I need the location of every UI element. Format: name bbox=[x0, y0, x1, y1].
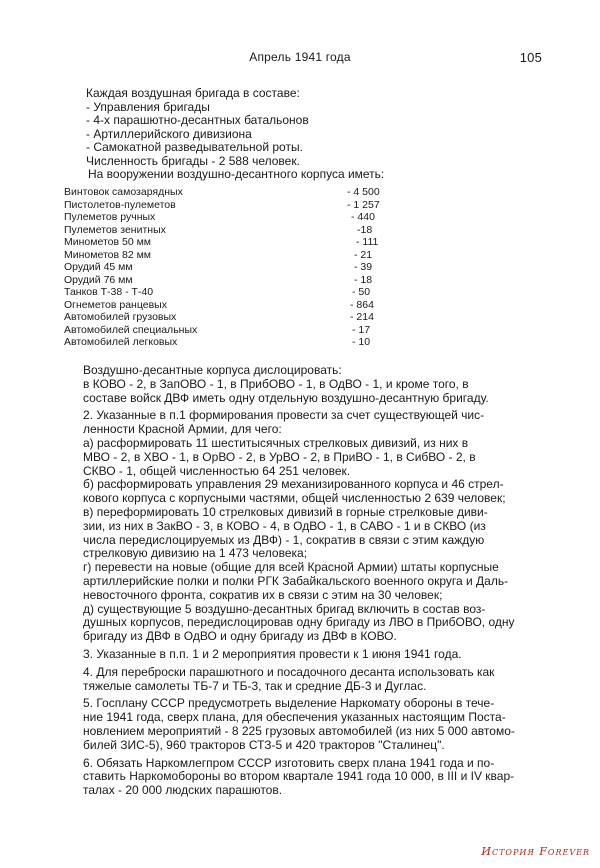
weapon-count: - 17 bbox=[352, 323, 371, 336]
list-item bbox=[64, 311, 464, 324]
text-line: д) существующие 5 воздушно-десантных бригад включить в состав воз- bbox=[83, 601, 486, 616]
text-line: г) перевести на новые (общие для всей Красной Армии) штаты корпусные bbox=[83, 560, 499, 575]
text-line: зии, из них в ЗакВО - 3, в КОВО - 4, в ОдВО - 1, в САВО - 1 и в СКВО (из bbox=[83, 518, 486, 533]
weapon-count: - 18 bbox=[354, 273, 373, 286]
weapon-count: - 10 bbox=[352, 336, 371, 348]
weapon-name: Автомобилей грузовых bbox=[64, 311, 177, 323]
text-line: Каждая воздушная бригада в составе: bbox=[86, 86, 300, 100]
list-item bbox=[64, 236, 464, 249]
weapon-count: -18 bbox=[357, 223, 373, 236]
weapon-name: Пулеметов зенитных bbox=[64, 223, 166, 236]
text-line: талах - 20 000 людских парашютов. bbox=[83, 783, 283, 798]
list-item bbox=[64, 274, 464, 287]
list-item bbox=[64, 224, 464, 237]
text-line: ставить Наркомобороны во втором квартале 1941 года 10 000, в III и IV квар- bbox=[83, 769, 515, 784]
weapon-count: - 111 bbox=[356, 236, 379, 248]
watermark: История Forever bbox=[481, 845, 590, 858]
text-line: - Управления бригады bbox=[86, 99, 210, 114]
text-line: билей ЗИС-5), 960 тракторов СТЗ-5 и 420 тракторов "Сталинец". bbox=[83, 737, 445, 752]
text-line: - Артиллерийского дивизиона bbox=[86, 126, 252, 141]
weapon-name: Орудий 76 мм bbox=[64, 273, 133, 286]
page-number: 105 bbox=[519, 50, 542, 65]
text-line: артиллерийские полки и полки РГК Забайкальского военного округа и Даль- bbox=[83, 573, 509, 588]
running-title: Апрель 1941 года bbox=[249, 50, 351, 64]
text-line: стрелковую дивизию на 1 473 человека; bbox=[83, 546, 308, 561]
text-line: 4. Для переброски парашютного и посадочного десанта использовать как bbox=[83, 664, 495, 679]
weapon-name: Минометов 82 мм bbox=[64, 248, 152, 261]
text-line: 2. Указанные в п.1 формирования провести за счет существующей чис- bbox=[83, 408, 485, 423]
text-line: - 4-х парашютно-десантных батальонов bbox=[86, 113, 309, 127]
text-line: 5. Госплану СССР предусмотреть выделение Наркомату обороны в тече- bbox=[83, 696, 495, 711]
text-line: невосточного фронта, сократив их в связи с этим на 30 человек; bbox=[83, 587, 443, 602]
text-line: ние 1941 года, сверх плана, для обеспечения указанных настоящим Поста- bbox=[83, 710, 506, 725]
weapon-count: - 1 257 bbox=[347, 198, 380, 211]
text-line: 6. Обязать Наркомлегпром СССР изготовить сверх плана 1941 года и по- bbox=[83, 755, 495, 770]
text-line: новлением мероприятий - 8 225 грузовых автомобилей (из них 5 000 автомо- bbox=[83, 723, 515, 738]
weapon-name: Пулеметов ручных bbox=[64, 211, 156, 223]
text-line: бригаду из ДВФ в ОдВО и одну бригаду из ДВФ в КОВО. bbox=[83, 629, 397, 644]
text-line: кового корпуса с корпусными частями, общей численностью 2 639 человек; bbox=[83, 491, 506, 506]
text-line: МВО - 2, в ХВО - 1, в ОрВО - 2, в УрВО - 2, в ПриВО - 1, в СибВО - 2, в bbox=[83, 449, 476, 464]
weapon-name: Огнеметов ранцевых bbox=[64, 298, 167, 311]
text-line: Воздушно-десантные корпуса дислоцировать: bbox=[83, 363, 342, 377]
weapon-count: - 39 bbox=[354, 261, 373, 273]
list-item bbox=[64, 186, 464, 199]
text-line: тяжелые самолеты ТБ-7 и ТБ-3, так и средние ДБ-3 и Дуглас. bbox=[83, 678, 427, 693]
weapon-count: - 440 bbox=[351, 211, 375, 223]
weapon-name: Орудий 45 мм bbox=[64, 261, 133, 273]
text-line: Численность бригады - 2 588 человек. bbox=[86, 153, 300, 168]
text-line: СКВО - 1, общей численностью 64 251 человек. bbox=[83, 463, 351, 478]
brigade-composition bbox=[86, 87, 536, 182]
text-line: числа передислоцируемых из ДВФ) - 1, сократив в связи с этим каждую bbox=[83, 532, 485, 547]
list-item bbox=[64, 249, 464, 262]
text-line: На вооружении воздушно-десантного корпуса иметь: bbox=[88, 167, 385, 181]
text-line: ленности Красной Армии, для чего: bbox=[83, 422, 282, 437]
weapon-name: Танков Т-38 - Т-40 bbox=[64, 286, 154, 298]
list-item bbox=[64, 211, 464, 224]
text-line: составе войск ДВФ иметь одну отдельную воздушно-десантную бригаду. bbox=[83, 390, 489, 405]
text-line: в) переформировать 10 стрелковых дивизий в горные стрелковые диви- bbox=[83, 504, 488, 519]
weapon-count: - 864 bbox=[350, 298, 374, 311]
list-item bbox=[64, 299, 464, 312]
list-item bbox=[64, 286, 464, 299]
list-item bbox=[64, 199, 464, 212]
weapon-name: Пистолетов-пулеметов bbox=[64, 198, 176, 211]
weapon-count: - 21 bbox=[354, 248, 373, 261]
text-line: б) расформировать управления 29 механизированного корпуса и 46 стрел- bbox=[83, 477, 504, 492]
weapon-count: - 214 bbox=[350, 311, 374, 323]
text-line: а) расформировать 11 шеститысячных стрелковых дивизий, из них в bbox=[83, 435, 469, 450]
text-line: 3. Указанные в п.п. 1 и 2 мероприятия провести к 1 июня 1941 года. bbox=[83, 646, 462, 661]
list-item bbox=[64, 261, 464, 274]
text-line: - Самокатной разведывательной роты. bbox=[86, 140, 303, 154]
weapon-name: Минометов 50 мм bbox=[64, 236, 152, 248]
decree-body bbox=[83, 364, 541, 798]
weapon-count: - 4 500 bbox=[347, 186, 380, 198]
weapon-name: Автомобилей специальных bbox=[64, 323, 198, 336]
weapons-list bbox=[64, 186, 464, 349]
text-line: в КОВО - 2, в ЗапОВО - 1, в ПрибОВО - 1, в ОдВО - 1, и кроме того, в bbox=[83, 376, 469, 391]
weapon-name: Винтовок самозарядных bbox=[64, 186, 183, 198]
list-item bbox=[64, 336, 464, 349]
text-line: душных корпусов, передислоцировав одну бригаду из ЛВО в ПрибОВО, одну bbox=[83, 615, 515, 630]
page-header bbox=[0, 48, 600, 68]
weapon-name: Автомобилей легковых bbox=[64, 336, 178, 348]
list-item bbox=[64, 324, 464, 337]
weapon-count: - 50 bbox=[352, 286, 371, 298]
